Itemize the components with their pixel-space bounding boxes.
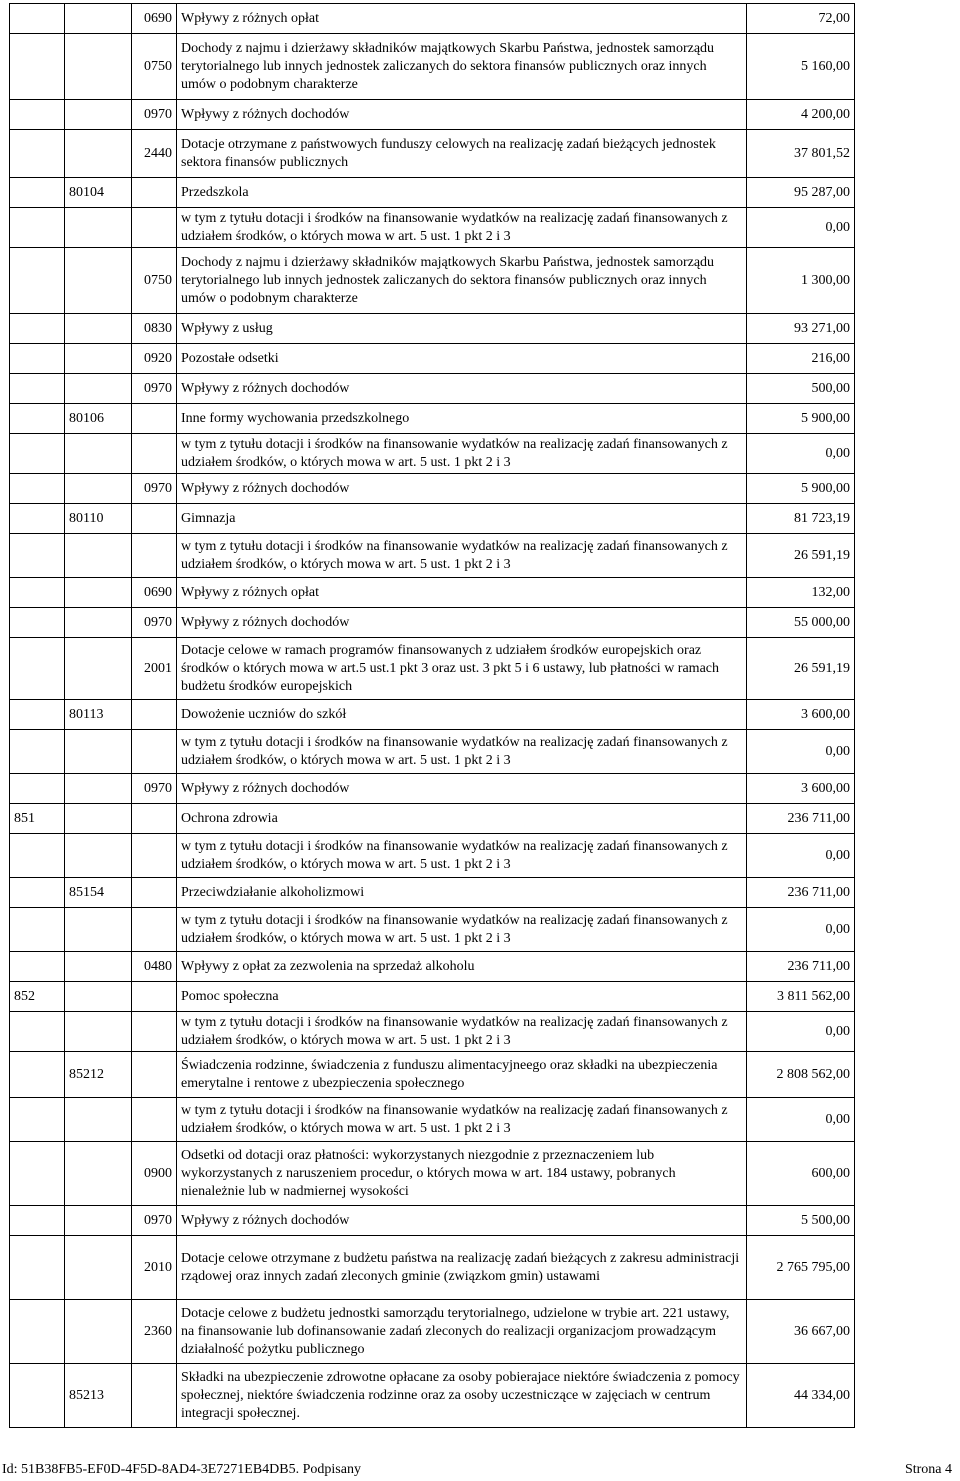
table-row (10, 578, 855, 608)
description-cell: Wpływy z usług (177, 314, 747, 344)
amount-cell: 216,00 (747, 344, 855, 374)
amount-cell: 44 334,00 (747, 1364, 855, 1428)
table-row (10, 1206, 855, 1236)
dzial-cell (10, 474, 65, 504)
paragraf-cell: 0970 (132, 374, 177, 404)
rozdzial-cell (65, 34, 132, 100)
rozdzial-cell (65, 344, 132, 374)
table-row (10, 908, 855, 952)
table-row (10, 1364, 855, 1428)
rozdzial-cell (65, 208, 132, 248)
paragraf-cell (132, 982, 177, 1012)
amount-cell: 132,00 (747, 578, 855, 608)
rozdzial-cell (65, 1206, 132, 1236)
dzial-cell (10, 952, 65, 982)
rozdzial-cell (65, 908, 132, 952)
rozdzial-cell: 80104 (65, 178, 132, 208)
description-cell: Pozostałe odsetki (177, 344, 747, 374)
description-cell: Dowożenie uczniów do szkół (177, 700, 747, 730)
description-cell: Odsetki od dotacji oraz płatności: wykorzystanych niezgodnie z przeznaczeniem lub wykorzystanych z naruszeniem procedur, o których mowa w art. 184 ustawy, pobranych nienależnie lub w nadmiernej wysokości (177, 1142, 747, 1206)
dzial-cell: 852 (10, 982, 65, 1012)
description-cell: w tym z tytułu dotacji i środków na finansowanie wydatków na realizację zadań finansowanych z udziałem środków, o których mowa w art. 5 ust. 1 pkt 2 i 3 (177, 730, 747, 774)
amount-cell: 0,00 (747, 434, 855, 474)
dzial-cell (10, 504, 65, 534)
dzial-cell (10, 908, 65, 952)
rozdzial-cell (65, 100, 132, 130)
rozdzial-cell (65, 1142, 132, 1206)
dzial-cell (10, 774, 65, 804)
amount-cell: 2 808 562,00 (747, 1052, 855, 1098)
amount-cell: 55 000,00 (747, 608, 855, 638)
table-row (10, 34, 855, 100)
paragraf-cell (132, 834, 177, 878)
amount-cell: 1 300,00 (747, 248, 855, 314)
amount-cell: 3 811 562,00 (747, 982, 855, 1012)
dzial-cell (10, 834, 65, 878)
rozdzial-cell (65, 834, 132, 878)
rozdzial-cell (65, 638, 132, 700)
paragraf-cell: 2010 (132, 1236, 177, 1300)
rozdzial-cell (65, 248, 132, 314)
table-row (10, 638, 855, 700)
description-cell: Dotacje otrzymane z państwowych funduszy celowych na realizację zadań bieżących jednostek sektora finansów publicznych (177, 130, 747, 178)
paragraf-cell: 0750 (132, 248, 177, 314)
page-footer (0, 1462, 960, 1480)
rozdzial-cell (65, 1098, 132, 1142)
dzial-cell (10, 1098, 65, 1142)
paragraf-cell: 2440 (132, 130, 177, 178)
paragraf-cell (132, 908, 177, 952)
paragraf-cell (132, 404, 177, 434)
amount-cell: 36 667,00 (747, 1300, 855, 1364)
amount-cell: 93 271,00 (747, 314, 855, 344)
description-cell: Wpływy z różnych opłat (177, 578, 747, 608)
dzial-cell (10, 1206, 65, 1236)
description-cell: Przedszkola (177, 178, 747, 208)
dzial-cell (10, 1012, 65, 1052)
dzial-cell: 851 (10, 804, 65, 834)
amount-cell: 600,00 (747, 1142, 855, 1206)
table-row (10, 314, 855, 344)
description-cell: Dotacje celowe w ramach programów finansowanych z udziałem środków europejskich oraz środków o których mowa w art.5 ust.1 pkt 3 oraz ust. 3 pkt 5 i 6 ustawy, lub płatności w ramach budżetu środków europejskich (177, 638, 747, 700)
description-cell: Ochrona zdrowia (177, 804, 747, 834)
paragraf-cell (132, 1364, 177, 1428)
paragraf-cell (132, 208, 177, 248)
dzial-cell (10, 404, 65, 434)
amount-cell: 37 801,52 (747, 130, 855, 178)
paragraf-cell: 0480 (132, 952, 177, 982)
rozdzial-cell (65, 608, 132, 638)
rozdzial-cell (65, 952, 132, 982)
paragraf-cell: 2001 (132, 638, 177, 700)
rozdzial-cell (65, 1300, 132, 1364)
paragraf-cell: 0690 (132, 578, 177, 608)
paragraf-cell: 0970 (132, 774, 177, 804)
rozdzial-cell (65, 730, 132, 774)
rozdzial-cell (65, 1236, 132, 1300)
document-id-signature: Id: 51B38FB5-EF0D-4F5D-8AD4-3E7271EB4DB5. Podpisany (2, 1462, 361, 1477)
description-cell: w tym z tytułu dotacji i środków na finansowanie wydatków na realizację zadań finansowanych z udziałem środków, o których mowa w art. 5 ust. 1 pkt 2 i 3 (177, 208, 747, 248)
description-cell: Wpływy z różnych dochodów (177, 774, 747, 804)
amount-cell: 0,00 (747, 730, 855, 774)
paragraf-cell (132, 700, 177, 730)
dzial-cell (10, 878, 65, 908)
dzial-cell (10, 374, 65, 404)
description-cell: w tym z tytułu dotacji i środków na finansowanie wydatków na realizację zadań finansowanych z udziałem środków, o których mowa w art. 5 ust. 1 pkt 2 i 3 (177, 1012, 747, 1052)
rozdzial-cell (65, 534, 132, 578)
dzial-cell (10, 314, 65, 344)
amount-cell: 0,00 (747, 834, 855, 878)
amount-cell: 95 287,00 (747, 178, 855, 208)
dzial-cell (10, 1052, 65, 1098)
rozdzial-cell (65, 314, 132, 344)
description-cell: Dochody z najmu i dzierżawy składników majątkowych Skarbu Państwa, jednostek samorządu terytorialnego lub innych jednostek zaliczanych do sektora finansów publicznych oraz innych umów o podobnym charakterze (177, 248, 747, 314)
dzial-cell (10, 578, 65, 608)
paragraf-cell (132, 804, 177, 834)
description-cell: Wpływy z różnych dochodów (177, 374, 747, 404)
table-row (10, 834, 855, 878)
rozdzial-cell (65, 578, 132, 608)
table-row (10, 100, 855, 130)
paragraf-cell (132, 504, 177, 534)
table-row (10, 374, 855, 404)
dzial-cell (10, 130, 65, 178)
paragraf-cell (132, 178, 177, 208)
rozdzial-cell (65, 4, 132, 34)
rozdzial-cell: 85154 (65, 878, 132, 908)
description-cell: Wpływy z różnych dochodów (177, 100, 747, 130)
amount-cell: 5 900,00 (747, 404, 855, 434)
paragraf-cell (132, 1052, 177, 1098)
dzial-cell (10, 344, 65, 374)
paragraf-cell: 0690 (132, 4, 177, 34)
amount-cell: 26 591,19 (747, 638, 855, 700)
amount-cell: 26 591,19 (747, 534, 855, 578)
paragraf-cell (132, 1098, 177, 1142)
description-cell: w tym z tytułu dotacji i środków na finansowanie wydatków na realizację zadań finansowanych z udziałem środków, o których mowa w art. 5 ust. 1 pkt 2 i 3 (177, 834, 747, 878)
dzial-cell (10, 4, 65, 34)
dzial-cell (10, 608, 65, 638)
table-row (10, 130, 855, 178)
rozdzial-cell (65, 1012, 132, 1052)
description-cell: Dochody z najmu i dzierżawy składników majątkowych Skarbu Państwa, jednostek samorządu terytorialnego lub innych jednostek zaliczanych do sektora finansów publicznych oraz innych umów o podobnym charakterze (177, 34, 747, 100)
paragraf-cell: 0830 (132, 314, 177, 344)
dzial-cell (10, 434, 65, 474)
table-row (10, 952, 855, 982)
budget-income-table (9, 3, 855, 1428)
table-row (10, 1052, 855, 1098)
description-cell: Składki na ubezpieczenie zdrowotne opłacane za osoby pobierajace niektóre świadczenia z pomocy społecznej, niektóre świadczenia rodzinne oraz za osoby uczestniczące w zajęciach w centrum integracji społecznej. (177, 1364, 747, 1428)
table-row (10, 730, 855, 774)
table-row (10, 178, 855, 208)
table-row (10, 878, 855, 908)
description-cell: Gimnazja (177, 504, 747, 534)
description-cell: Wpływy z różnych opłat (177, 4, 747, 34)
description-cell: Pomoc społeczna (177, 982, 747, 1012)
rozdzial-cell (65, 804, 132, 834)
table-row (10, 344, 855, 374)
rozdzial-cell: 80113 (65, 700, 132, 730)
table-row (10, 608, 855, 638)
paragraf-cell: 0750 (132, 34, 177, 100)
rozdzial-cell (65, 130, 132, 178)
table-row (10, 474, 855, 504)
amount-cell: 81 723,19 (747, 504, 855, 534)
dzial-cell (10, 208, 65, 248)
paragraf-cell: 0970 (132, 474, 177, 504)
budget-table-body (10, 4, 855, 1428)
table-row (10, 982, 855, 1012)
table-row (10, 1142, 855, 1206)
paragraf-cell: 0970 (132, 608, 177, 638)
paragraf-cell: 2360 (132, 1300, 177, 1364)
amount-cell: 3 600,00 (747, 700, 855, 730)
rozdzial-cell (65, 474, 132, 504)
dzial-cell (10, 1236, 65, 1300)
description-cell: w tym z tytułu dotacji i środków na finansowanie wydatków na realizację zadań finansowanych z udziałem środków, o których mowa w art. 5 ust. 1 pkt 2 i 3 (177, 908, 747, 952)
rozdzial-cell: 80110 (65, 504, 132, 534)
amount-cell: 0,00 (747, 208, 855, 248)
rozdzial-cell (65, 434, 132, 474)
paragraf-cell (132, 730, 177, 774)
rozdzial-cell: 85213 (65, 1364, 132, 1428)
paragraf-cell: 0970 (132, 1206, 177, 1236)
table-row (10, 4, 855, 34)
rozdzial-cell (65, 374, 132, 404)
dzial-cell (10, 1300, 65, 1364)
description-cell: Wpływy z różnych dochodów (177, 1206, 747, 1236)
description-cell: w tym z tytułu dotacji i środków na finansowanie wydatków na realizację zadań finansowanych z udziałem środków, o których mowa w art. 5 ust. 1 pkt 2 i 3 (177, 1098, 747, 1142)
table-row (10, 774, 855, 804)
table-row (10, 534, 855, 578)
description-cell: Inne formy wychowania przedszkolnego (177, 404, 747, 434)
paragraf-cell: 0900 (132, 1142, 177, 1206)
table-row (10, 404, 855, 434)
description-cell: Dotacje celowe otrzymane z budżetu państwa na realizację zadań bieżących z zakresu administracji rządowej oraz innych zadań zleconych gminie (związkom gmin) ustawami (177, 1236, 747, 1300)
amount-cell: 5 900,00 (747, 474, 855, 504)
page-number: Strona 4 (904, 1462, 952, 1477)
table-row (10, 504, 855, 534)
amount-cell: 5 500,00 (747, 1206, 855, 1236)
dzial-cell (10, 1142, 65, 1206)
paragraf-cell (132, 1012, 177, 1052)
paragraf-cell (132, 434, 177, 474)
paragraf-cell (132, 878, 177, 908)
dzial-cell (10, 1364, 65, 1428)
dzial-cell (10, 534, 65, 578)
dzial-cell (10, 638, 65, 700)
table-row (10, 1098, 855, 1142)
rozdzial-cell: 85212 (65, 1052, 132, 1098)
description-cell: w tym z tytułu dotacji i środków na finansowanie wydatków na realizację zadań finansowanych z udziałem środków, o których mowa w art. 5 ust. 1 pkt 2 i 3 (177, 434, 747, 474)
amount-cell: 0,00 (747, 1012, 855, 1052)
description-cell: Wpływy z różnych dochodów (177, 474, 747, 504)
amount-cell: 500,00 (747, 374, 855, 404)
table-row (10, 248, 855, 314)
table-row (10, 1012, 855, 1052)
description-cell: Wpływy z opłat za zezwolenia na sprzedaż alkoholu (177, 952, 747, 982)
rozdzial-cell: 80106 (65, 404, 132, 434)
amount-cell: 236 711,00 (747, 952, 855, 982)
amount-cell: 236 711,00 (747, 878, 855, 908)
amount-cell: 3 600,00 (747, 774, 855, 804)
amount-cell: 0,00 (747, 1098, 855, 1142)
description-cell: Świadczenia rodzinne, świadczenia z funduszu alimentacyjneego oraz składki na ubezpieczenia emerytalne i rentowe z ubezpieczenia społecznego (177, 1052, 747, 1098)
description-cell: Wpływy z różnych dochodów (177, 608, 747, 638)
amount-cell: 4 200,00 (747, 100, 855, 130)
rozdzial-cell (65, 982, 132, 1012)
dzial-cell (10, 248, 65, 314)
amount-cell: 2 765 795,00 (747, 1236, 855, 1300)
table-row (10, 804, 855, 834)
table-row (10, 700, 855, 730)
dzial-cell (10, 700, 65, 730)
dzial-cell (10, 34, 65, 100)
dzial-cell (10, 730, 65, 774)
table-row (10, 1300, 855, 1364)
amount-cell: 5 160,00 (747, 34, 855, 100)
dzial-cell (10, 178, 65, 208)
paragraf-cell: 0970 (132, 100, 177, 130)
amount-cell: 0,00 (747, 908, 855, 952)
description-cell: w tym z tytułu dotacji i środków na finansowanie wydatków na realizację zadań finansowanych z udziałem środków, o których mowa w art. 5 ust. 1 pkt 2 i 3 (177, 534, 747, 578)
paragraf-cell: 0920 (132, 344, 177, 374)
amount-cell: 72,00 (747, 4, 855, 34)
table-row (10, 434, 855, 474)
amount-cell: 236 711,00 (747, 804, 855, 834)
table-row (10, 208, 855, 248)
description-cell: Dotacje celowe z budżetu jednostki samorządu terytorialnego, udzielone w trybie art. 221 ustawy, na finansowanie lub dofinansowanie zadań zleconych do realizacji organizacjom prowadzącym działalność pożytku publicznego (177, 1300, 747, 1364)
description-cell: Przeciwdziałanie alkoholizmowi (177, 878, 747, 908)
dzial-cell (10, 100, 65, 130)
rozdzial-cell (65, 774, 132, 804)
paragraf-cell (132, 534, 177, 578)
table-row (10, 1236, 855, 1300)
